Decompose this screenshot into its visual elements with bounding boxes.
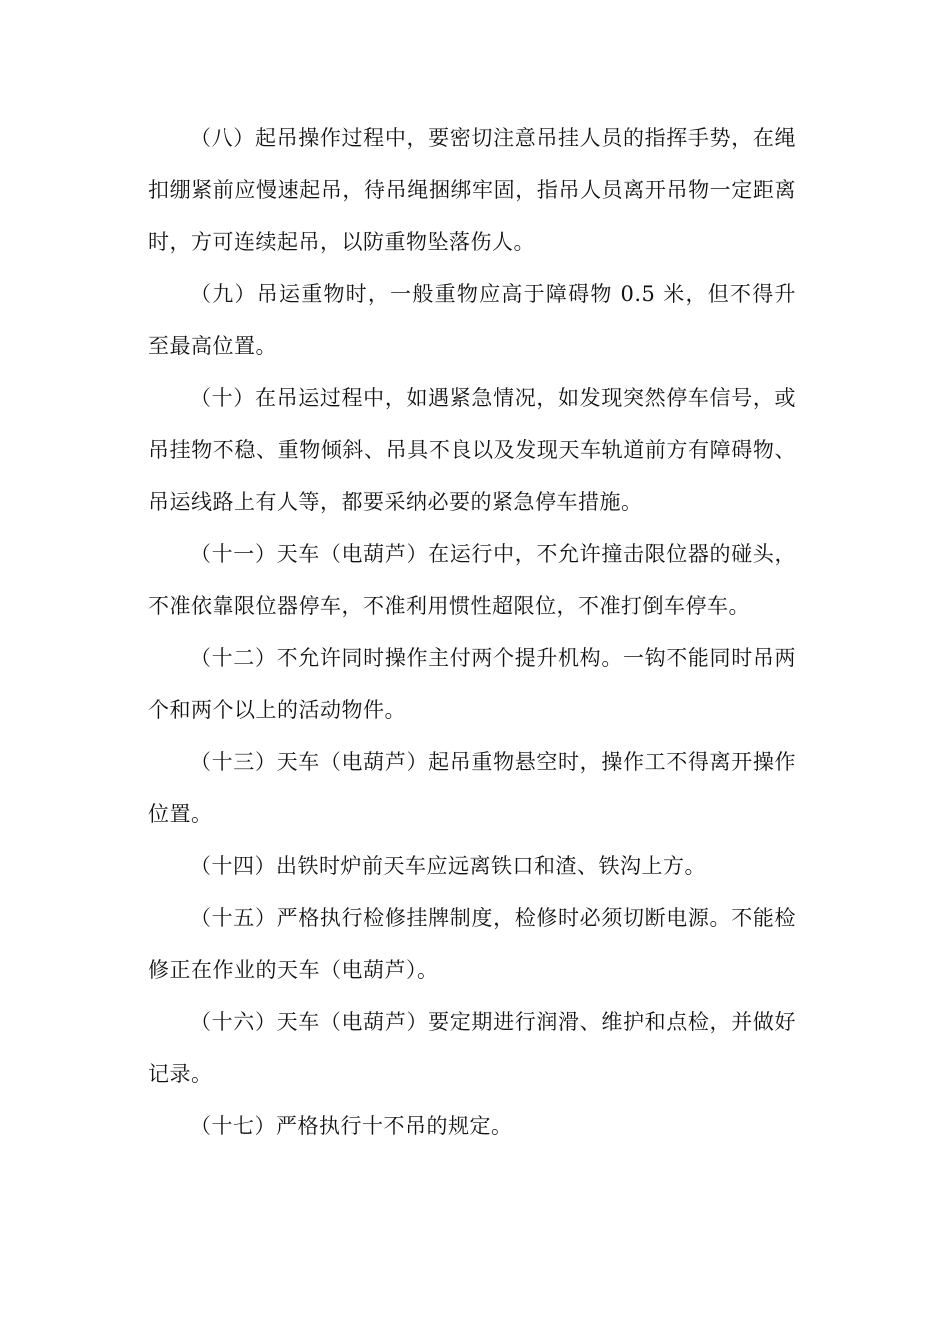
paragraph-item-13: （十三）天车（电葫芦）起吊重物悬空时，操作工不得离开操作位置。 (148, 750, 796, 826)
paragraph-item-8: （八）起吊操作过程中，要密切注意吊挂人员的指挥手势，在绳扣绷紧前应慢速起吊，待吊绳捆绑牢固，指吊人员离开吊物一定距离时，方可连续起吊，以防重物坠落伤人。 (148, 126, 796, 254)
paragraph-item-15: （十五）严格执行检修挂牌制度，检修时必须切断电源。不能检修正在作业的天车（电葫芦）。 (148, 906, 796, 982)
paragraph-item-9: （九）吊运重物时，一般重物应高于障碍物 0.5 米，但不得升至最高位置。 (148, 282, 796, 358)
document-body (148, 112, 796, 1152)
paragraph-item-14: （十四）出铁时炉前天车应远离铁口和渣、铁沟上方。 (190, 854, 706, 878)
paragraph-item-16: （十六）天车（电葫芦）要定期进行润滑、维护和点检，并做好记录。 (148, 1010, 796, 1086)
paragraph-item-17: （十七）严格执行十不吊的规定。 (190, 1114, 513, 1138)
paragraph-item-10: （十）在吊运过程中，如遇紧急情况，如发现突然停车信号，或吊挂物不稳、重物倾斜、吊具不良以及发现天车轨道前方有障碍物、吊运线路上有人等，都要采纳必要的紧急停车措施。 (148, 386, 796, 514)
paragraph-item-12: （十二）不允许同时操作主付两个提升机构。一钩不能同时吊两个和两个以上的活动物件。 (148, 646, 796, 722)
paragraph-item-11: （十一）天车（电葫芦）在运行中，不允许撞击限位器的碰头，不准依靠限位器停车，不准利用惯性超限位，不准打倒车停车。 (148, 542, 796, 618)
